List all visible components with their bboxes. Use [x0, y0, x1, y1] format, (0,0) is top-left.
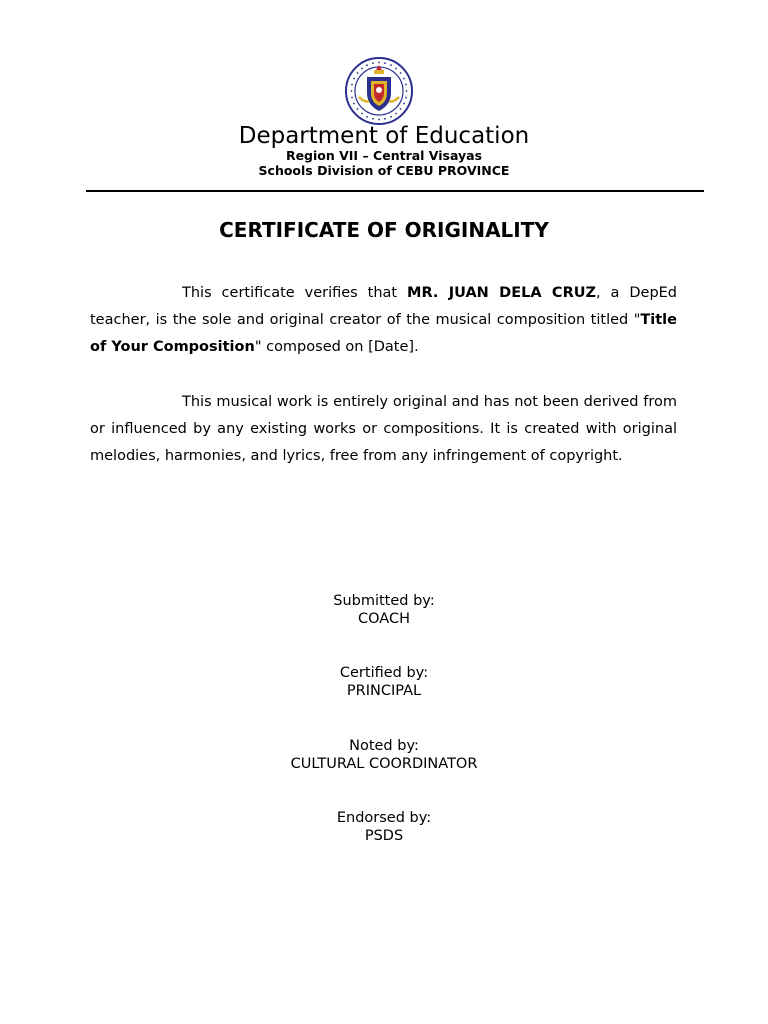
teacher-name: MR. JUAN DELA CRUZ: [407, 285, 597, 301]
signatory-label: Endorsed by:: [336, 810, 432, 826]
signatory-noted: [0, 737, 768, 773]
paragraph-1-mid: , a DepEd teacher, is the sole and original creator of the musical composition titled ": [90, 285, 678, 328]
signatory-name: CULTURAL COORDINATOR: [290, 756, 478, 772]
division-name: Schools Division of CEBU PROVINCE: [258, 163, 510, 178]
signatory-label: Submitted by:: [333, 593, 435, 609]
certificate-title: CERTIFICATE OF ORIGINALITY: [219, 218, 549, 242]
certificate-paragraph-2: This musical work is entirely original and has not been derived from or influenced by any existing works or compositions. It is created with original melodies, harmonies, and lyrics, free from any infringement of copyright.: [90, 394, 677, 464]
paragraph-1-end: " composed on [Date].: [254, 339, 419, 355]
header-divider: [86, 190, 704, 192]
signatory-name: PSDS: [364, 828, 404, 844]
certificate-paragraph-1: [90, 280, 677, 361]
deped-seal-icon: [345, 57, 413, 125]
paragraph-1-intro: This certificate verifies that: [182, 285, 408, 301]
signatory-name: COACH: [358, 611, 410, 627]
signatory-certified: [0, 664, 768, 700]
signatory-label: Noted by:: [349, 738, 419, 754]
signatory-name: PRINCIPAL: [346, 683, 422, 699]
signatory-submitted: [0, 592, 768, 628]
signatory-label: Certified by:: [339, 665, 429, 681]
region-name: Region VII – Central Visayas: [285, 148, 483, 163]
signatory-endorsed: [0, 809, 768, 845]
department-name: Department of Education: [238, 123, 530, 149]
composition-title: Title of Your Composition: [90, 312, 677, 355]
